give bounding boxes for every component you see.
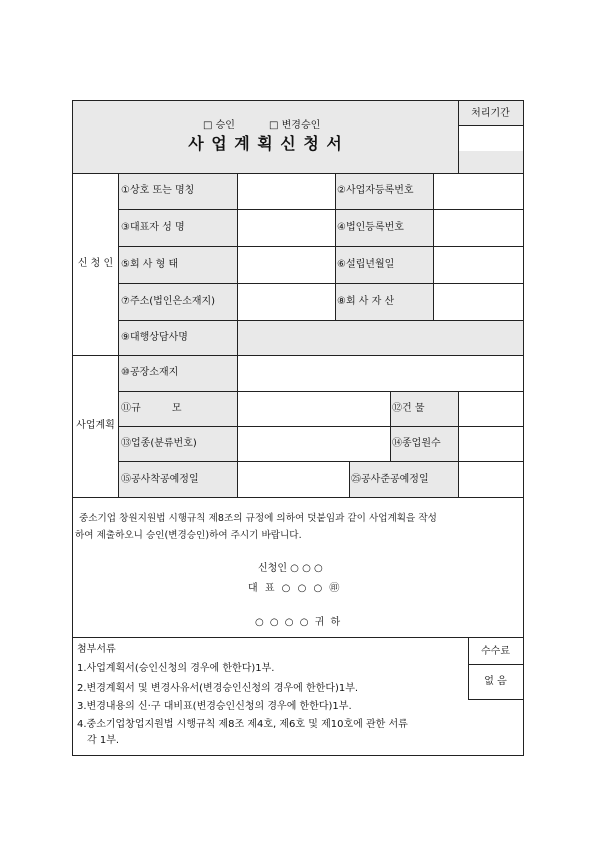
employee-count-field[interactable] (459, 427, 523, 461)
form-title: 사 업 계 획 신 청 서 (188, 134, 343, 153)
application-form (72, 100, 524, 756)
building-field[interactable] (459, 392, 523, 426)
representative-name-field[interactable] (238, 210, 335, 246)
employee-count-label: ⑭종업원수 (392, 438, 441, 449)
factory-location-label: ⑩공장소재지 (121, 367, 179, 378)
processing-period-value[interactable] (459, 126, 523, 151)
address-field[interactable] (238, 284, 335, 320)
representative-name-label: ③대표자 성 명 (121, 222, 185, 233)
establishment-date-field[interactable] (434, 247, 523, 283)
business-plan-section-label: 사업계획 (76, 420, 115, 431)
address-label: ⑦주소(법인은소재지) (121, 296, 216, 307)
company-assets-field[interactable] (434, 284, 523, 320)
option-change-approval-checkbox[interactable]: □ 변경승인 (269, 120, 321, 131)
establishment-date-label: ⑥설립년월일 (337, 259, 395, 270)
attachment-item-2: 2.변경계획서 및 변경사유서(변경승인신청의 경우에 한한다)1부. (77, 683, 359, 694)
construction-start-label: ⑮공사착공예정일 (121, 474, 199, 485)
construction-completion-label: ㉕공사준공예정일 (351, 474, 429, 485)
fee-label: 수수료 (481, 646, 510, 657)
building-label: ⑫건 물 (392, 403, 425, 414)
trade-name-field[interactable] (238, 174, 335, 209)
company-assets-label: ⑧회 사 자 산 (337, 296, 395, 307)
attachment-item-4: 4.중소기업창업지원법 시행규칙 제8조 제4호, 제6호 및 제10호에 관한 서류 (77, 719, 408, 730)
corporate-reg-number-field[interactable] (434, 210, 523, 246)
statement-line-1: 중소기업 창원지원법 시행규칙 제8조의 규정에 의하여 덧붙임과 같이 사업계획을 작성 (79, 513, 437, 524)
industry-label: ⑬업종(분류번호) (121, 438, 197, 449)
applicant-section-label: 신 청 인 (77, 258, 114, 269)
corporate-reg-number-label: ④법인등록번호 (337, 222, 404, 233)
trade-name-label: ①상호 또는 명칭 (121, 185, 195, 196)
attachment-item-1: 1.사업계획서(승인신청의 경우에 한한다)1부. (77, 663, 275, 674)
processing-period-label: 처리기간 (471, 108, 510, 119)
business-reg-number-field[interactable] (434, 174, 523, 209)
industry-field[interactable] (238, 427, 390, 461)
attachment-item-3: 3.변경내용의 신·구 대비표(변경승인신청의 경우에 한한다)1부. (77, 701, 352, 712)
addressee-line: ○ ○ ○ ○ 귀 하 (255, 617, 341, 628)
fee-value: 없 음 (484, 676, 507, 687)
applicant-signature-line: 신청인 ○ ○ ○ (258, 563, 323, 574)
agent-consultant-label: ⑨대행상담사명 (121, 332, 188, 343)
representative-seal-line: 대 표 ○ ○ ○ ㊞ (248, 583, 340, 594)
option-approval-checkbox[interactable]: □ 승인 (203, 120, 235, 131)
statement-line-2: 하여 제출하오니 승인(변경승인)하여 주시기 바랍니다. (75, 530, 302, 541)
factory-location-field[interactable] (238, 356, 523, 391)
company-type-field[interactable] (238, 247, 335, 283)
company-type-label: ⑤회 사 형 태 (121, 259, 179, 270)
attachments-title: 첨부서류 (77, 644, 116, 655)
scale-field[interactable] (238, 392, 390, 426)
construction-start-field[interactable] (238, 462, 349, 497)
attachment-item-4-cont: 각 1부. (87, 735, 120, 746)
business-reg-number-label: ②사업자등록번호 (337, 185, 414, 196)
scale-label: ⑪규 모 (121, 403, 182, 414)
construction-completion-field[interactable] (459, 462, 523, 497)
